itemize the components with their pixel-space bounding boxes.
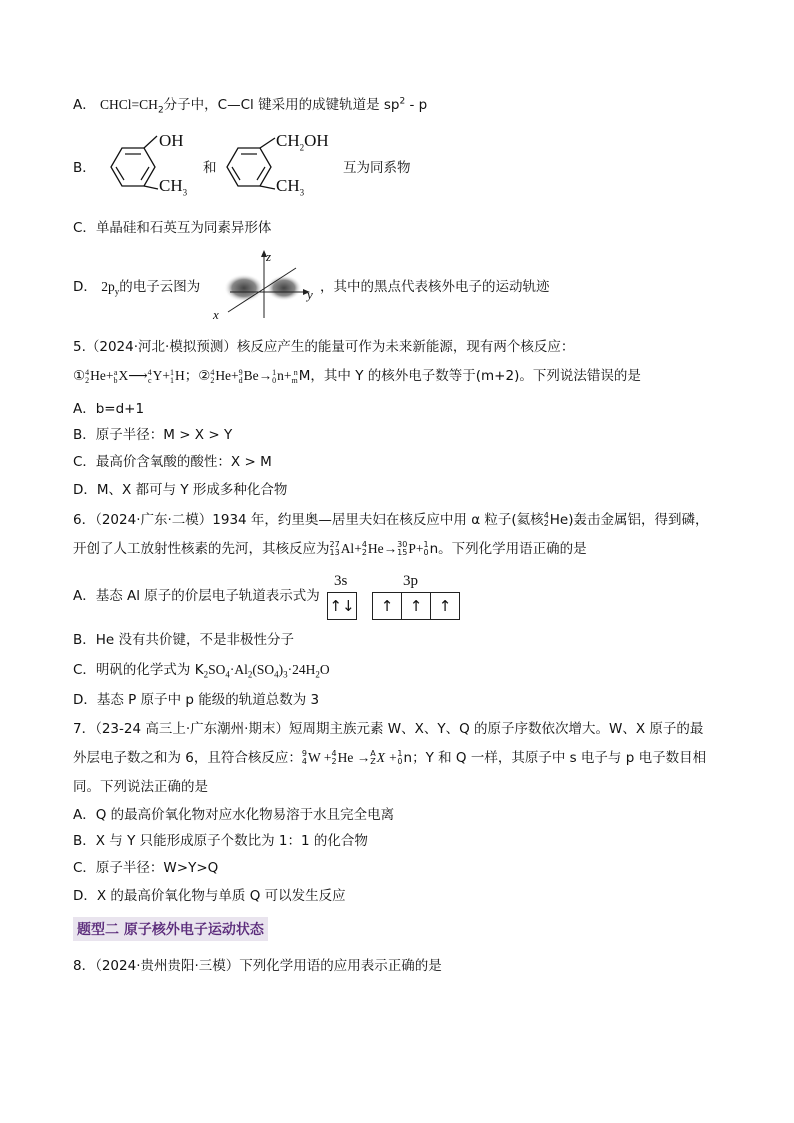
section-heading: 题型二 原子核外电子运动状态 <box>73 917 268 941</box>
q7-option-c: C．原子半径：W>Y>Q <box>73 860 219 876</box>
q7-option-a: A．Q 的最高价氧化物对应水化物易溶于水且完全电离 <box>73 807 395 823</box>
orbital-cell: ↑ <box>438 597 452 615</box>
and-text: 和 <box>203 160 217 176</box>
q6-option-c: C．明矾的化学式为 $K_2SO_4\cdot Al_2(SO_4)_3\cdot 24H_2O$ <box>73 662 330 680</box>
formula: CHCl=CH <box>100 97 158 112</box>
q5-option-a: A．b=d+1 <box>73 401 145 417</box>
q5-equation: ① 4 2 He+ a b X⟶ 4 c Y+ 1 1 H；② 4 2 He+ 9 d Be→ 1 0 n+ n m M，其中 Y 的核外电子数等于(m+2)。下列说法错误的是 <box>73 367 641 385</box>
q6-option-b: B．He 没有共价键，不是非极性分子 <box>73 632 295 648</box>
q7-line2: 外层电子数之和为 6，且符合核反应： 9 4 W + 4 2 He → A Z X + 1 0 n；Y 和 Q 一样，其原子中 s 电子与 p 电子数目相 <box>73 749 707 766</box>
ch3-label: $CH_3$ <box>159 176 188 198</box>
orbital-box-3p <box>372 592 460 620</box>
axis-x-label: x <box>213 307 219 322</box>
q4-option-b-label: B． <box>73 160 96 176</box>
ch2oh-label: $CH_2OH$ <box>276 131 329 153</box>
axis-y-label: y <box>307 287 313 302</box>
ch3-label-2: $CH_3$ <box>276 176 305 198</box>
homolog-text: 互为同系物 <box>343 160 411 176</box>
q4-option-d-tail: ，其中的黑点代表核外电子的运动轨迹 <box>320 279 550 295</box>
q5-option-b: B．原子半径：M > X > Y <box>73 427 233 443</box>
orbital-box-3s <box>327 592 357 620</box>
oh-label: OH <box>159 131 184 150</box>
q4-option-a: A． $CHCl=CH_2$分子中，C—Cl 键采用的成键轨道是 $sp^2$ - p <box>73 96 428 116</box>
q5-title: 5.（2024·河北·模拟预测）核反应产生的能量可作为未来新能源，现有两个核反应： <box>73 339 575 355</box>
electron-cloud-diagram <box>210 248 320 322</box>
orbital-cell-paired: ↑↓ <box>329 597 355 615</box>
q8-line1: 8．（2024·贵州贵阳·三模）下列化学用语的应用表示正确的是 <box>73 958 442 974</box>
q5-option-c: C．最高价含氧酸的酸性：X > M <box>73 454 272 470</box>
q4-option-c: C．单晶硅和石英互为同素异形体 <box>73 220 272 236</box>
q7-line1: 7．（23-24 高三上·广东潮州·期末）短周期主族元素 W、X、Y、Q 的原子序数依次增大。W、X 原子的最 <box>73 721 704 737</box>
orbital-cell: ↑ <box>402 593 431 619</box>
orbital-cell: ↑ <box>373 593 402 619</box>
q7-option-b: B．X 与 Y 只能形成原子个数比为 1：1 的化合物 <box>73 833 368 849</box>
q6-line1: 6．（2024·广东·二模）1934 年，约里奥—居里夫妇在核反应中用 α 粒子(氦核 4 2 He)轰击金属铝，得到磷， <box>73 511 709 528</box>
axis-z-label: z <box>266 249 272 264</box>
orbital-3p-label: 3p <box>403 573 418 589</box>
q7-option-d: D．X 的最高价氧化物与单质 Q 可以发生反应 <box>73 888 346 904</box>
q6-option-d: D．基态 P 原子中 p 能级的轨道总数为 3 <box>73 692 320 708</box>
orbital-3s-label: 3s <box>334 573 348 589</box>
q7-line3: 同。下列说法正确的是 <box>73 779 208 795</box>
q6-line2: 开创了人工放射性核素的先河，其核反应为 27 13 Al+ 4 2 He→ 30 15 P+ 1 0 n。下列化学用语正确的是 <box>73 540 587 557</box>
q4-option-d: D． $2p_y$的电子云图为 <box>73 279 201 297</box>
q6-option-a: A．基态 Al 原子的价层电子轨道表示式为 <box>73 588 320 604</box>
q5-option-d: D．M、X 都可与 Y 形成多种化合物 <box>73 482 288 498</box>
